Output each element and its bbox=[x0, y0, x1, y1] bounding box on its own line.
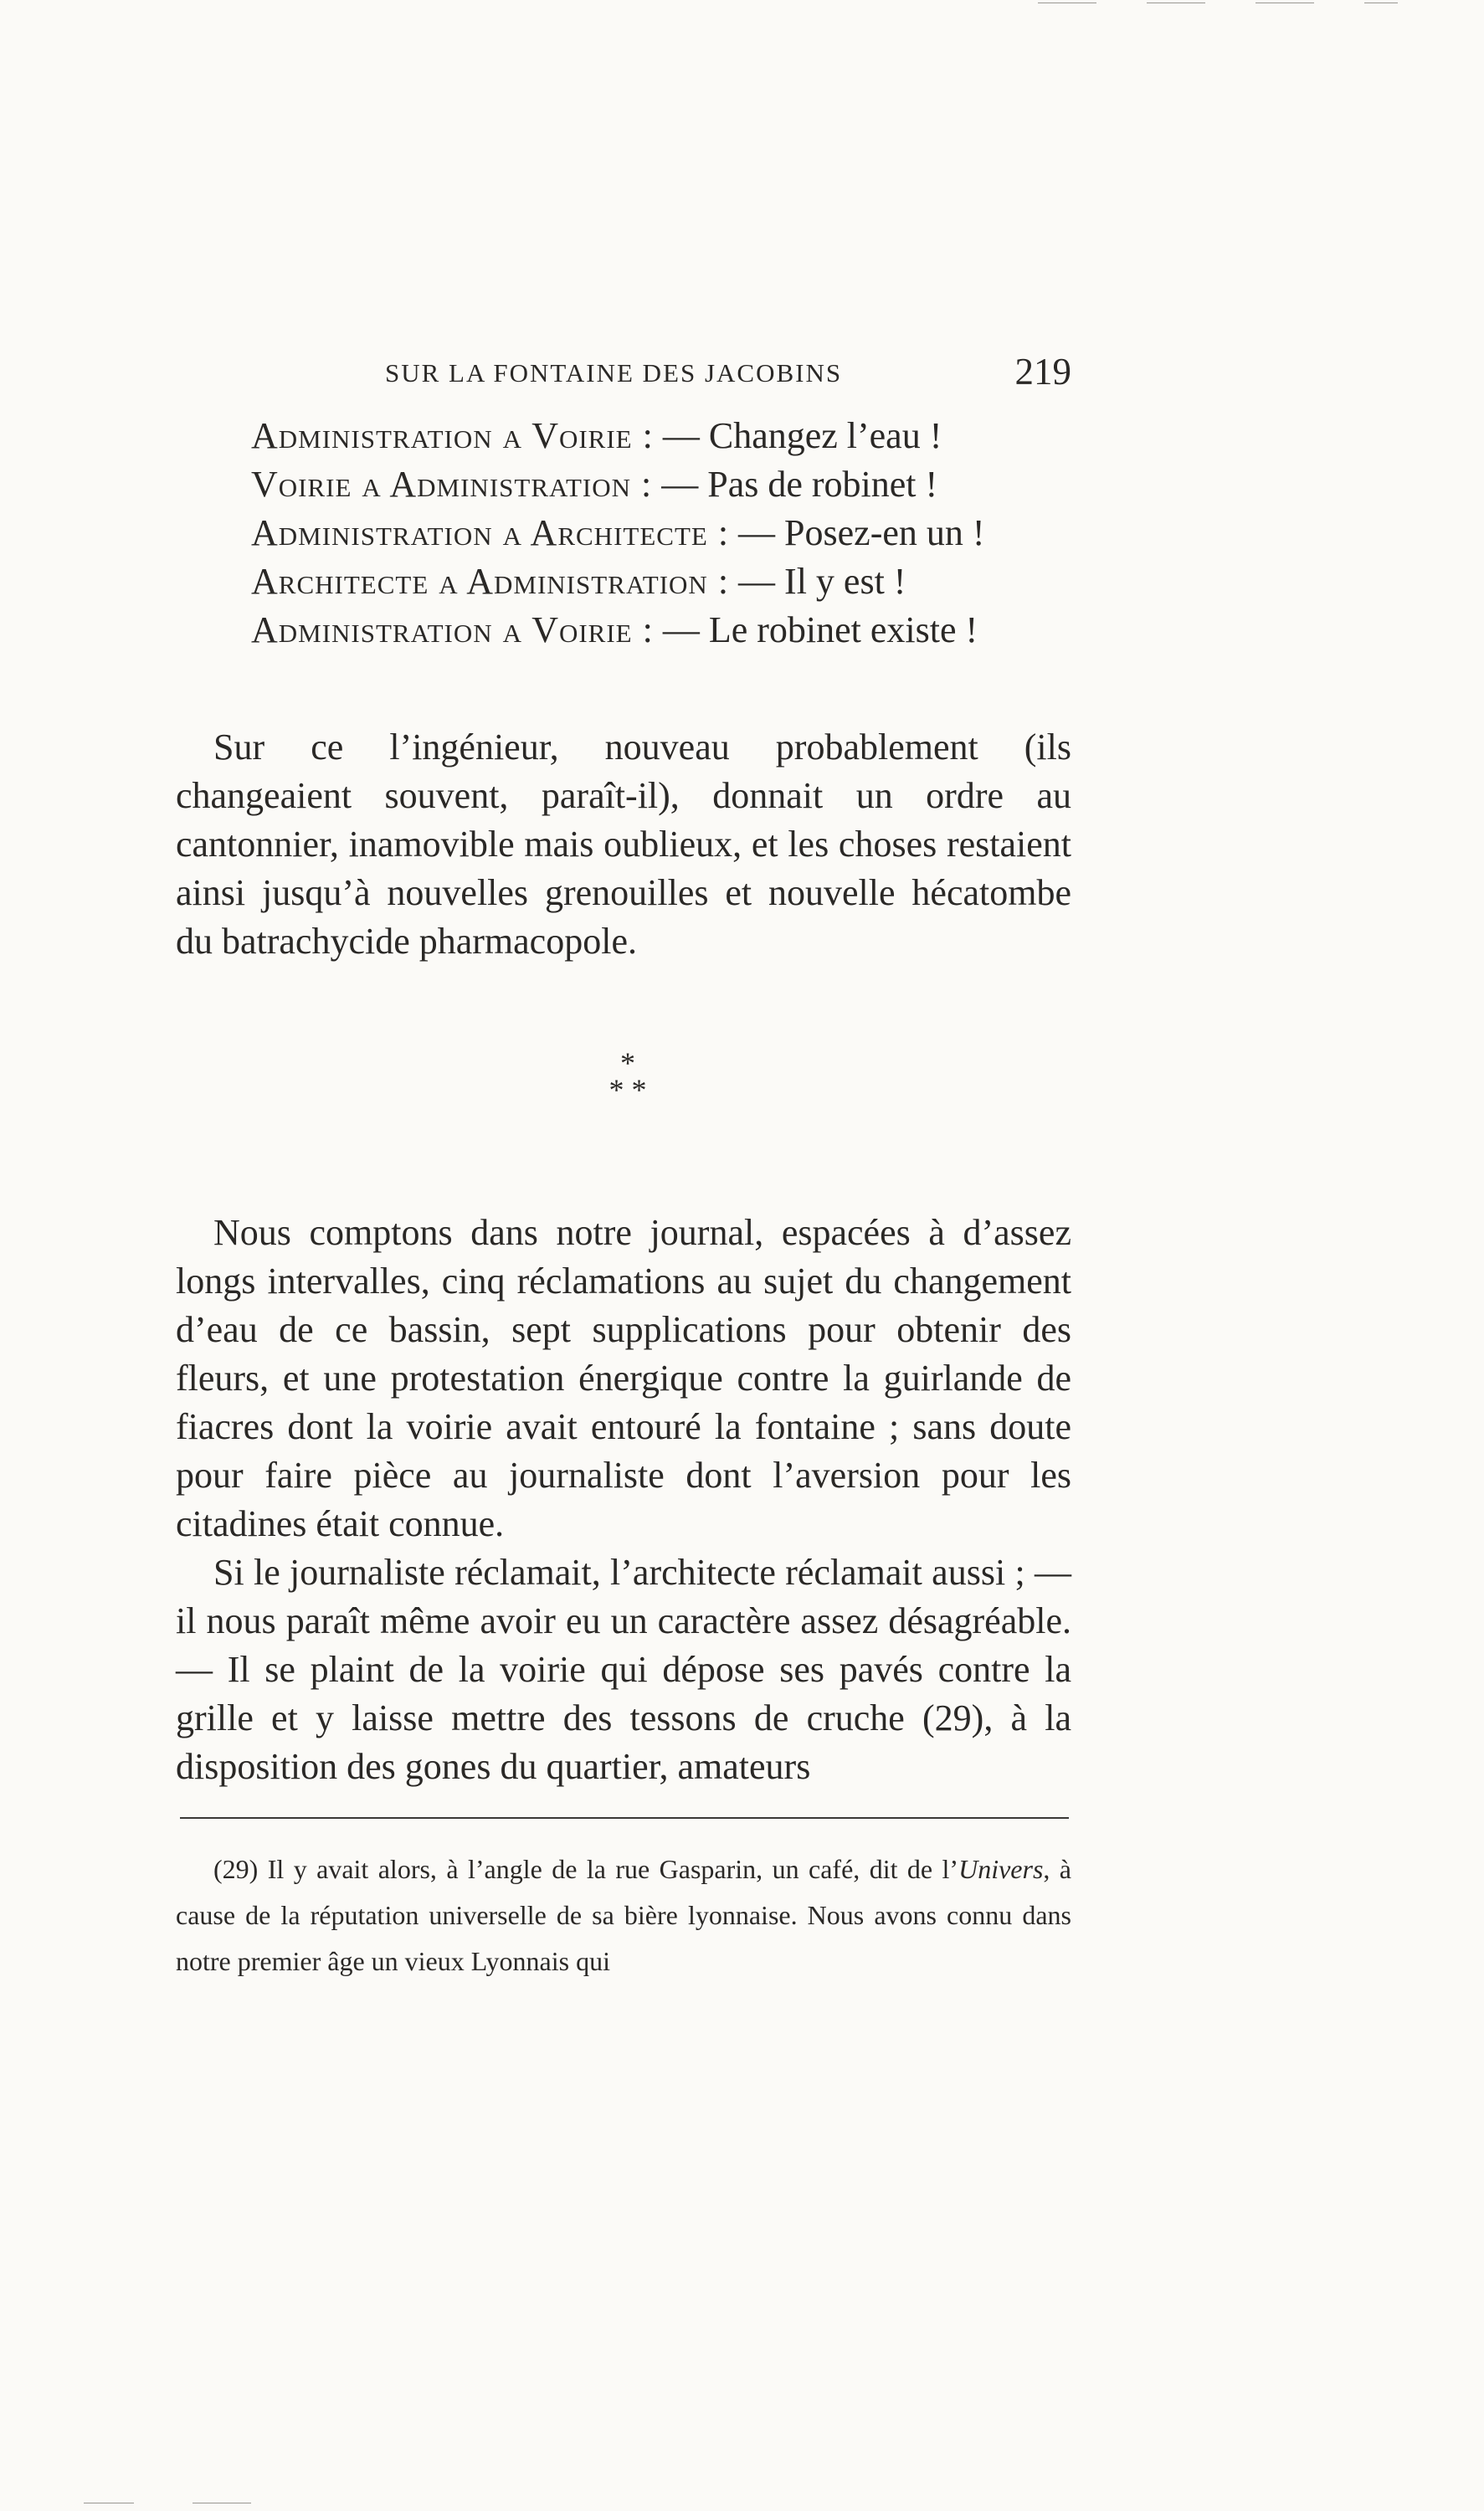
dialogue-text: — Changez l’eau ! bbox=[662, 415, 942, 456]
dialogue-speaker: Administration a Architecte : bbox=[251, 512, 730, 553]
asterism-top: * bbox=[620, 1046, 635, 1080]
footnote-separator bbox=[180, 1817, 1069, 1819]
page-number: 219 bbox=[1014, 351, 1071, 393]
dialogue-line bbox=[251, 557, 1088, 606]
running-title: SUR LA FONTAINE DES JACOBINS bbox=[385, 358, 843, 388]
dialogue-line bbox=[251, 412, 1088, 460]
dialogue-text: — Pas de robinet ! bbox=[661, 464, 938, 505]
dialogue-text: — Le robinet existe ! bbox=[662, 609, 978, 650]
dialogue-block bbox=[251, 412, 1088, 655]
dialogue-speaker: Administration a Voirie : bbox=[251, 609, 654, 650]
paragraph-journal: Nous comptons dans notre journal, espacées à d’assez longs intervalles, cinq réclamations au sujet du changement d’eau de ce bassin, sept supplications pour obtenir des fleurs, et une protestation énergique contre la guirlande de fiacres dont la voirie avait entouré la fontaine ; sans doute pour faire pièce au journaliste dont l’aversion pour les citadines était connue. bbox=[176, 1212, 1071, 1544]
dialogue-speaker: Administration a Voirie : bbox=[251, 415, 654, 456]
dialogue-speaker: Architecte a Administration : bbox=[251, 561, 730, 602]
dialogue-speaker: Voirie a Administration : bbox=[251, 464, 653, 505]
dialogue-line bbox=[251, 509, 1088, 557]
dialogue-text: — Il y est ! bbox=[738, 561, 906, 602]
running-head bbox=[176, 350, 1071, 400]
dialogue-line bbox=[251, 606, 1088, 655]
footnote-text-start: (29) Il y avait alors, à l’angle de la rue Gasparin, un café, dit de l’ bbox=[213, 1854, 959, 1884]
dialogue-text: — Posez-en un ! bbox=[738, 512, 985, 553]
paragraph-architecte: Si le journaliste réclamait, l’architecte réclamait aussi ; — il nous paraît même avoir eu un caractère assez désagréable. — Il se plaint de la voirie qui dépose ses pavés contre la grille et y laisse mettre des tessons de cruche (29), à la disposition des gones du quartier, amateurs bbox=[176, 1552, 1071, 1787]
footnote-text-end: , à cause de la réputation universelle de sa bière lyonnaise. Nous avons connu dans notre premier âge un vieux Lyonnais qui bbox=[176, 1854, 1072, 1976]
dialogue-line bbox=[251, 460, 1088, 509]
footnote-29 bbox=[176, 1846, 1071, 1985]
asterism-divider bbox=[519, 1046, 737, 1107]
paragraph-ingenieur: Sur ce l’ingénieur, nouveau probablement (ils changeaient souvent, paraît-il), donnait un ordre au cantonnier, inamovible mais oublieux, et les choses restaient ainsi jusqu’à nouvelles grenouilles et nouvelle hécatombe du batrachycide pharmacopole. bbox=[176, 727, 1071, 962]
asterism-bottom: * * bbox=[608, 1073, 647, 1107]
footnote-italic: Univers bbox=[958, 1854, 1044, 1884]
